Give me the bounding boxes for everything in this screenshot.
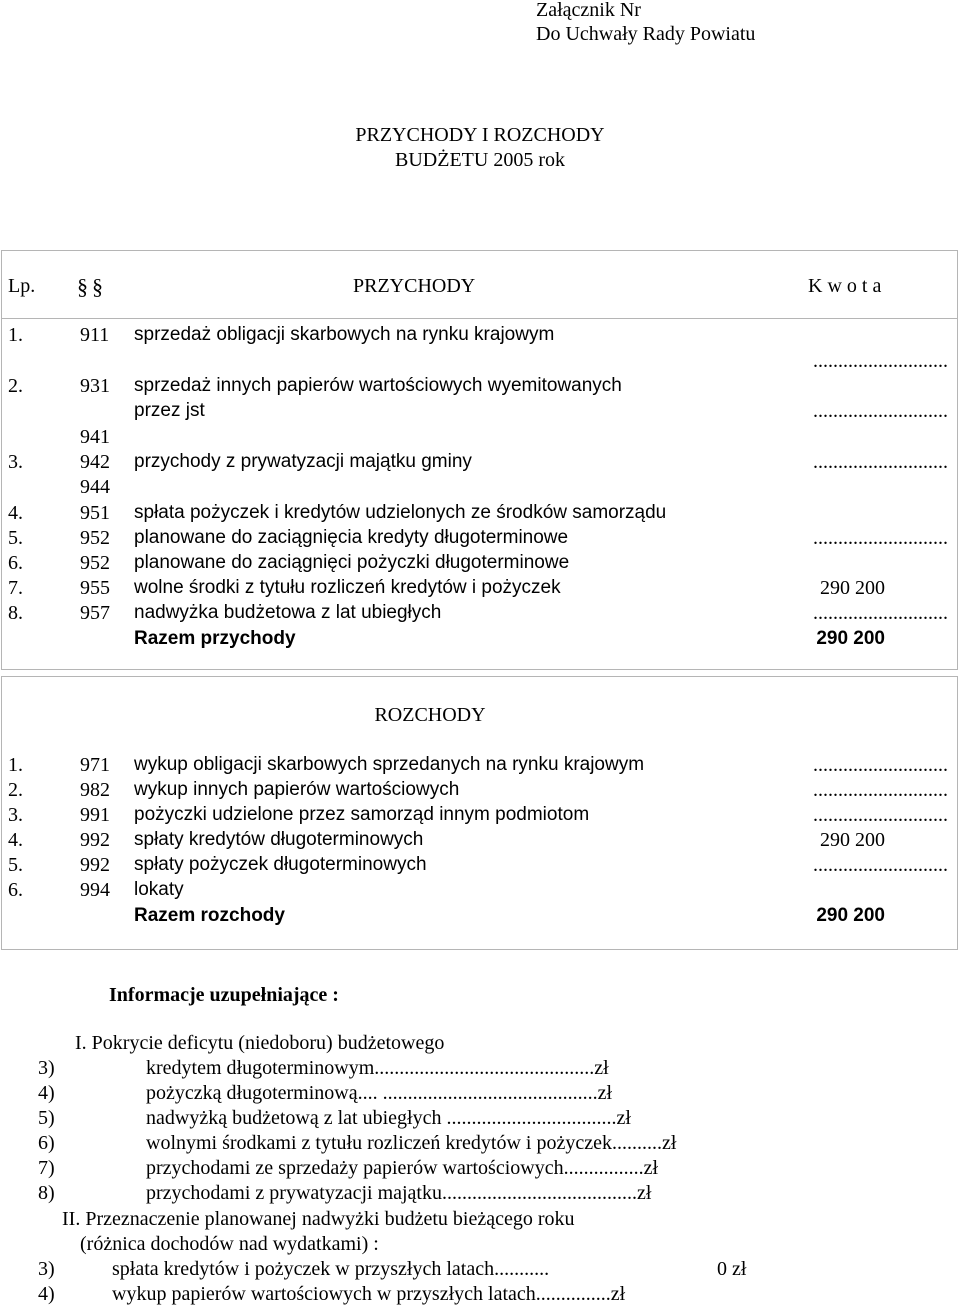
expense-row-lp: 5. <box>8 854 23 876</box>
expense-row-par: 982 <box>80 779 110 801</box>
income-row-par: 942 <box>80 451 110 473</box>
column-header-lp: Lp. <box>8 275 36 297</box>
info-item-num: 3) <box>38 1258 55 1280</box>
info-item-text: wykup papierów wartościowych w przyszłych latach...............zł <box>112 1283 626 1305</box>
income-amount: ........................... <box>813 602 948 624</box>
expense-row-par: 992 <box>80 854 110 876</box>
expense-row-par: 994 <box>80 879 110 901</box>
expense-row-amount: 290 200 <box>820 829 885 851</box>
info-item-num: 4) <box>38 1283 55 1305</box>
expense-row-lp: 2. <box>8 779 23 801</box>
info-item-num: 3) <box>38 1057 55 1079</box>
expense-row-amount: ........................... <box>813 804 948 826</box>
income-row-desc: wolne środki z tytułu rozliczeń kredytów i pożyczek <box>134 577 561 598</box>
income-amount: ........................... <box>813 527 948 549</box>
income-amount: ........................... <box>813 350 948 372</box>
expenses-title: ROZCHODY <box>374 704 486 726</box>
income-row-desc: nadwyżka budżetowa z lat ubiegłych <box>134 602 442 623</box>
income-row-desc: przychody z prywatyzacji majątku gminy <box>134 451 472 472</box>
table-header-divider <box>1 318 957 319</box>
expenses-total-value: 290 200 <box>816 905 885 926</box>
info-section-2-note: (różnica dochodów nad wydatkami) : <box>80 1233 379 1255</box>
info-item-num: 6) <box>38 1132 55 1154</box>
resolution-label: Do Uchwały Rady Powiatu <box>536 23 756 45</box>
income-row-desc: planowane do zaciągnięci pożyczki długoterminowe <box>134 552 570 573</box>
income-row-desc: spłata pożyczek i kredytów udzielonych ze środków samorządu <box>134 502 667 523</box>
expense-row-desc: spłaty kredytów długoterminowych <box>134 829 424 850</box>
income-row-lp: 7. <box>8 577 23 599</box>
expense-row-desc: spłaty pożyczek długoterminowych <box>134 854 427 875</box>
info-item-text: nadwyżką budżetową z lat ubiegłych ..................................zł <box>146 1107 631 1129</box>
column-header-amount: K w o t a <box>808 275 882 297</box>
income-amount: ........................... <box>813 451 948 473</box>
income-row-par: 941 <box>80 426 110 448</box>
info-item-text: przychodami ze sprzedaży papierów wartościowych................zł <box>146 1157 659 1179</box>
expense-row-lp: 6. <box>8 879 23 901</box>
info-item-text: przychodami z prywatyzacji majątku.......................................zł <box>146 1182 652 1204</box>
income-row-lp: 1. <box>8 324 23 346</box>
income-row-lp: 2. <box>8 375 23 397</box>
attachment-label: Załącznik Nr <box>536 0 641 21</box>
income-row-desc: sprzedaż obligacji skarbowych na rynku krajowym <box>134 324 555 345</box>
income-amount: ........................... <box>813 400 948 422</box>
page-subtitle: BUDŻETU 2005 rok <box>395 149 565 171</box>
income-row-lp: 3. <box>8 451 23 473</box>
income-row-lp: 5. <box>8 527 23 549</box>
income-row-lp: 4. <box>8 502 23 524</box>
expense-row-desc: wykup innych papierów wartościowych <box>134 779 460 800</box>
income-row-lp: 6. <box>8 552 23 574</box>
income-row-desc: sprzedaż innych papierów wartościowych wyemitowanych <box>134 375 622 396</box>
expense-row-amount: ........................... <box>813 779 948 801</box>
expense-row-par: 992 <box>80 829 110 851</box>
column-header-paragraph-2: § <box>92 274 103 299</box>
income-row-par: 952 <box>80 527 110 549</box>
expense-row-amount: ........................... <box>813 754 948 776</box>
expense-row-desc: pożyczki udzielone przez samorząd innym podmiotom <box>134 804 590 825</box>
income-row-desc: planowane do zaciągnięcia kredyty długoterminowe <box>134 527 569 548</box>
expense-row-lp: 3. <box>8 804 23 826</box>
income-row-desc: przez jst <box>134 400 205 421</box>
income-row-par: 952 <box>80 552 110 574</box>
info-item-text: kredytem długoterminowym............................................zł <box>146 1057 609 1079</box>
column-header-paragraph: § <box>77 274 88 299</box>
expense-row-par: 991 <box>80 804 110 826</box>
info-item-text: pożyczką długoterminową.... ...........................................zł <box>146 1082 613 1104</box>
page-title: PRZYCHODY I ROZCHODY <box>355 124 605 146</box>
column-header-title: PRZYCHODY <box>353 275 476 297</box>
expense-row-desc: wykup obligacji skarbowych sprzedanych na rynku krajowym <box>134 754 645 775</box>
info-item-num: 7) <box>38 1157 55 1179</box>
info-item-text: wolnymi środkami z tytułu rozliczeń kredytów i pożyczek..........zł <box>146 1132 677 1154</box>
expense-row-lp: 1. <box>8 754 23 776</box>
info-item-value: 0 zł <box>717 1258 747 1280</box>
info-item-num: 5) <box>38 1107 55 1129</box>
income-total-label: Razem przychody <box>134 628 296 649</box>
income-row-par: 911 <box>80 324 110 346</box>
info-section-2: II. Przeznaczenie planowanej nadwyżki budżetu bieżącego roku <box>62 1208 575 1230</box>
income-amount: 290 200 <box>820 577 885 599</box>
expense-row-lp: 4. <box>8 829 23 851</box>
info-item-text: spłata kredytów i pożyczek w przyszłych latach........... <box>112 1258 550 1280</box>
income-row-par: 957 <box>80 602 110 624</box>
income-row-par: 944 <box>80 476 110 498</box>
info-item-num: 8) <box>38 1182 55 1204</box>
expense-row-desc: lokaty <box>134 879 184 900</box>
expenses-total-label: Razem rozchody <box>134 905 285 926</box>
income-row-lp: 8. <box>8 602 23 624</box>
income-row-par: 931 <box>80 375 110 397</box>
income-row-par: 951 <box>80 502 110 524</box>
income-total-value: 290 200 <box>816 628 885 649</box>
expense-row-amount: ........................... <box>813 854 948 876</box>
info-heading: Informacje uzupełniające : <box>109 984 339 1006</box>
income-row-par: 955 <box>80 577 110 599</box>
expense-row-par: 971 <box>80 754 110 776</box>
info-item-num: 4) <box>38 1082 55 1104</box>
info-section-1: I. Pokrycie deficytu (niedoboru) budżetowego <box>75 1032 445 1054</box>
